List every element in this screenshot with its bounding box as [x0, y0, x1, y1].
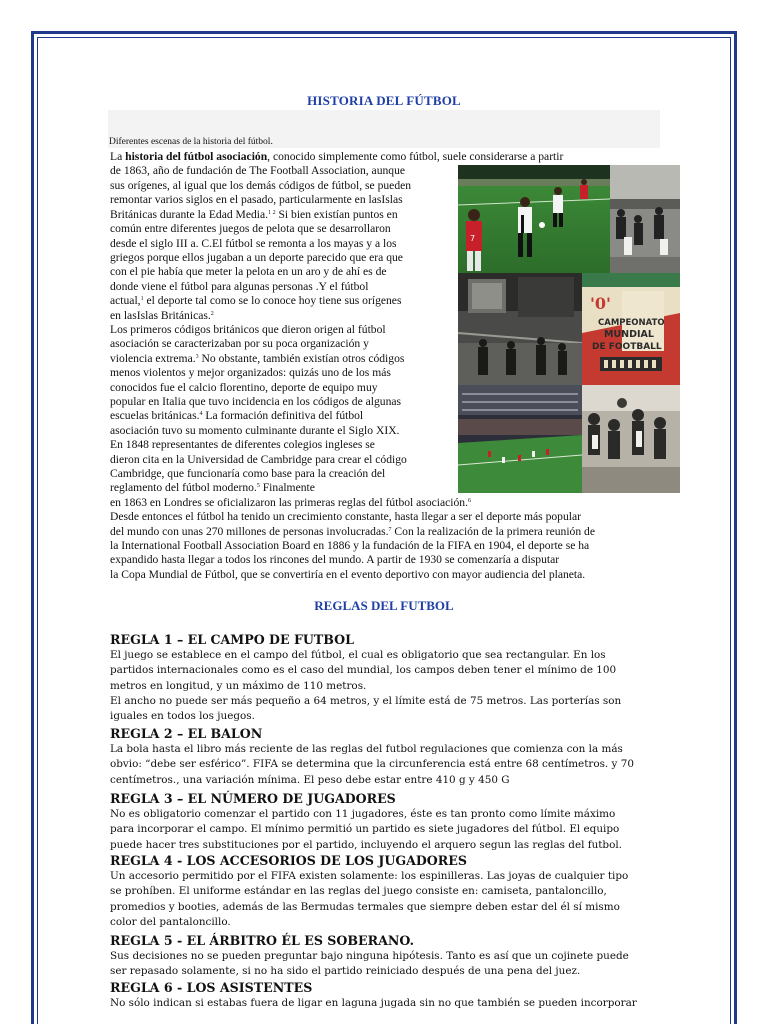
rule-4	[110, 853, 670, 930]
rules-section-title: REGLAS DEL FUTBOL	[314, 598, 454, 613]
history-line-29: la Copa Mundial de Fútbol, que se convertiría en el evento deportivo con mayor audiencia del planeta.	[110, 568, 586, 581]
history-line-21: dieron cita en la Universidad de Cambridge para crear el código	[110, 453, 407, 466]
history-line-12: Los primeros códigos británicos que dieron origen al fútbol	[110, 323, 386, 336]
svg-text:7: 7	[470, 234, 476, 243]
history-line-24: en 1863 en Londres se oficializaron las primeras reglas del fútbol asociación.$^6$	[110, 496, 471, 509]
history-line-19: asociación tuvo su momento culminante durante el Siglo XIX.	[110, 424, 400, 437]
history-line-17: popular en Italia que tuvo incidencia en los códigos de algunas	[110, 395, 402, 408]
rule-5-heading: REGLA 5 - EL ÁRBITRO ÉL ES SOBERANO.	[110, 933, 414, 948]
poster-line-3: DE FOOTBALL	[592, 342, 662, 352]
rule-6-heading: REGLA 6 - LOS ASISTENTES	[110, 980, 313, 995]
history-line-1: de 1863, año de fundación de The Football Association, aunque	[110, 164, 406, 177]
rule-2-heading: REGLA 2 – EL BALON	[110, 726, 263, 741]
vintage-match-photo	[610, 165, 680, 273]
rule-4-text: Un accesorio permitido por el FIFA existen solamente: los espinilleras. Las joyas de cualquier tipo se prohíben. El uniforme estándar en las reglas del juego consiste en: camiseta, pantaloncillo, promedios y booties, además de las Bermudas termales que siempre deben estar del él sí mismo color del pantaloncillo.	[110, 870, 629, 928]
history-line-27: la International Football Association Board en 1886 y la fundación de la FIFA en 1904, el deporte se ha	[110, 539, 590, 552]
poster-line-2: MUNDIAL	[604, 329, 654, 340]
history-line-8: con el pie había que meter la pelota en un aro y de ahí es de	[110, 265, 387, 278]
history-line-0: La historia del fútbol asociación, conocido simplemente como fútbol, suele considerarse a partir	[110, 150, 564, 163]
stadium-photo	[458, 385, 582, 493]
poster-year: '0'	[590, 294, 611, 313]
history-line-18: escuelas británicas.$^4$ La formación definitiva del fútbol	[110, 409, 364, 422]
page-title: HISTORIA DEL FÚTBOL	[307, 93, 461, 108]
rule-5	[110, 933, 670, 980]
football-history-collage	[458, 165, 680, 493]
history-line-14: violencia extrema.$^3$ No obstante, también existían otros códigos	[110, 352, 405, 365]
history-bold-term: historia del fútbol asociación	[125, 150, 268, 163]
history-line-6: desde el siglo III a. C.El fútbol se remonta a los mayas y a los	[110, 237, 397, 250]
history-line-28: expandido hasta llegar a todos los rincones del mundo. A partir de 1930 se comenzaría a disputar	[110, 553, 560, 566]
history-line-16: conocidos fue el calcio florentino, deporte de equipo muy	[110, 381, 378, 394]
rule-3-text: No es obligatorio comenzar el partido con 11 jugadores, éste es tan pronto como límite máximo para incorporar el campo. El mínimo permitió un partido es siete jugadores del fútbol. El equipo puede hacer tres substituciones por el partido, incluyendo el arquero segun las reglas del futbol.	[110, 808, 622, 851]
modern-match-photo	[458, 165, 610, 273]
history-line-4: Británicas durante la Edad Media.$^1$ $^2$ Si bien existían puntos en	[110, 208, 398, 221]
rule-6-text: No sólo indican si estabas fuera de ligar en laguna jugada sin no que también se pueden incorporar	[110, 997, 637, 1009]
history-line-23: reglamento del fútbol moderno.$^5$ Finalmente	[110, 481, 315, 494]
rule-3-heading: REGLA 3 – EL NÚMERO DE JUGADORES	[110, 791, 396, 806]
world-cup-1930-poster	[582, 273, 680, 385]
vintage-crowd-photo	[582, 385, 680, 493]
rule-1	[110, 632, 670, 724]
poster-line-1: CAMPEONATO	[598, 318, 665, 328]
history-line-25: Desde entonces el fútbol ha tenido un crecimiento constante, hasta llegar a ser el deporte más popular	[110, 510, 581, 523]
rule-1-heading: REGLA 1 – EL CAMPO DE FUTBOL	[110, 632, 354, 647]
rule-6	[110, 980, 670, 1011]
rule-4-heading: REGLA 4 - LOS ACCESORIOS DE LOS JUGADORES	[110, 853, 467, 868]
rule-2-text: La bola hasta el libro más reciente de las reglas del futbol regulaciones que comienza con la más obvio: “debe ser esférico”. FIFA se determina que la circunferencia está entre 68 centímetros. y 70 centímetros., una variación mínima. El peso debe estar entre 410 g y 450 G	[110, 743, 634, 786]
rule-5-text: Sus decisiones no se pueden preguntar bajo ninguna hipótesis. Tanto es así que un cojinete puede ser repasado solamente, si no ha sido el partido reiniciado después de una pena del juez.	[110, 950, 629, 978]
image-caption: Diferentes escenas de la historia del fútbol.	[109, 137, 273, 147]
history-line-9: donde viene el fútbol para algunas personas .Y el fútbol	[110, 280, 369, 293]
rule-1-text: El juego se establece en el campo del fútbol, el cual es obligatorio que sea rectangular. En los partidos internacionales como es el caso del mundial, los campos deben tener el mínimo de 100 metros en longitud, y un máximo de 110 metros. El ancho no puede ser más pequeño a 64 metros, y el límite está de 75 metros. Las porterías son iguales en todos los juegos.	[110, 649, 622, 723]
history-line-13: asociación se caracterizaban por su poca organización y	[110, 337, 369, 350]
history-line-2: sus orígenes, al igual que los demás códigos de fútbol, se pueden	[110, 179, 412, 192]
history-line-26: del mundo con unas 270 millones de personas involucradas.$^7$ Con la realización de la primera reunión de	[110, 525, 595, 538]
rule-2	[110, 726, 670, 788]
history-line-11: en lasIslas Británicas.$^2$	[110, 309, 214, 322]
history-line-10: actual,$^1$ el deporte tal como se lo conoce hoy tiene sus orígenes	[110, 294, 402, 307]
history-line-15: menos violentos y mejor organizados: quizás uno de los más	[110, 366, 391, 379]
history-line-20: En 1848 representantes de diferentes colegios ingleses se	[110, 438, 375, 451]
history-line-7: griegos porque ellos jugaban a un deporte parecido que era que	[110, 251, 403, 264]
history-line-3: remontar varios siglos en el pasado, particularmente en lasIslas	[110, 193, 403, 206]
historic-meeting-photo	[458, 273, 582, 385]
history-line-5: común entre diferentes juegos de pelota que se desarrollaron	[110, 222, 391, 235]
history-line-22: Cambridge, que funcionaría como base para la creación del	[110, 467, 386, 480]
rule-3	[110, 791, 670, 853]
